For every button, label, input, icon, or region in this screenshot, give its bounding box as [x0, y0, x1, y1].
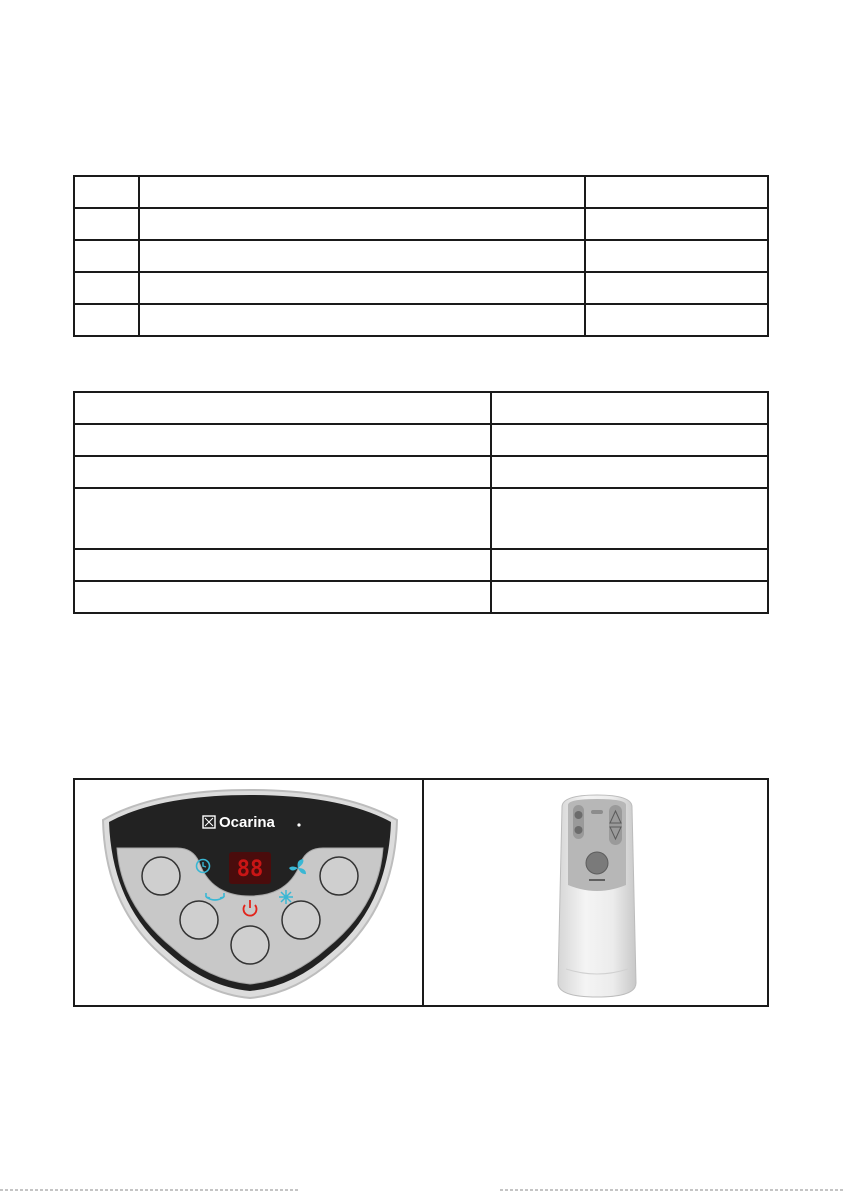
table-row: [74, 208, 768, 240]
table-row: [74, 392, 768, 424]
table-cell: [491, 456, 768, 488]
remote-power-button[interactable]: [586, 852, 608, 874]
logo-text: Ocarina: [219, 814, 275, 831]
table-cell: [74, 392, 491, 424]
panel-button-timer[interactable]: [142, 857, 180, 895]
panel-button-power[interactable]: [231, 926, 269, 964]
table-cell: [74, 304, 139, 336]
table-row: [74, 304, 768, 336]
table-cell: [139, 240, 585, 272]
panel-button-fan[interactable]: [320, 857, 358, 895]
table-row: [74, 456, 768, 488]
remote-brand-plate: [589, 879, 605, 881]
table-cell: [74, 272, 139, 304]
table-cell: [585, 304, 768, 336]
table-cell: [585, 272, 768, 304]
table-row: [74, 488, 768, 549]
panel-button-cool[interactable]: [282, 901, 320, 939]
table-row: [74, 176, 768, 208]
remote-svg: [552, 793, 642, 999]
table-row: [74, 424, 768, 456]
cool-icon: [279, 890, 293, 904]
table-cell: [491, 392, 768, 424]
table-cell: [139, 304, 585, 336]
table-row: [74, 272, 768, 304]
control-panel-cell: [74, 779, 423, 1006]
table-cell: [139, 208, 585, 240]
remote-button-1[interactable]: [575, 811, 583, 819]
table-cell: [74, 240, 139, 272]
registered-mark-icon: [297, 823, 300, 826]
remote-cell: [423, 779, 768, 1006]
table-cell: [74, 424, 491, 456]
table-row: [74, 240, 768, 272]
table-cell: [139, 176, 585, 208]
table-cell: [74, 176, 139, 208]
control-panel-illustration: [95, 788, 405, 1000]
table-cell: [139, 272, 585, 304]
table-cell: [74, 549, 491, 581]
table-cell: [74, 488, 491, 549]
table-cell: [491, 424, 768, 456]
table-cell: [585, 208, 768, 240]
table-cell: [491, 549, 768, 581]
table-cell: [74, 581, 491, 613]
remote-indicator: [591, 810, 603, 814]
remote-control-illustration: [552, 793, 642, 999]
table-row: [74, 581, 768, 613]
remote-button-2[interactable]: [575, 826, 583, 834]
product-images-frame: [73, 778, 769, 1007]
table-cell: [491, 581, 768, 613]
table-cell: [585, 240, 768, 272]
table-cell: [74, 208, 139, 240]
led-digits: 88: [236, 857, 264, 882]
bottom-edge-artifact: [0, 1188, 843, 1192]
table-row: [74, 549, 768, 581]
table-cell: [491, 488, 768, 549]
spec-table-top: [73, 175, 769, 337]
panel-button-swing[interactable]: [180, 901, 218, 939]
spec-table-middle: [73, 391, 769, 614]
table-cell: [585, 176, 768, 208]
table-cell: [74, 456, 491, 488]
control-panel-svg: [95, 788, 405, 1000]
